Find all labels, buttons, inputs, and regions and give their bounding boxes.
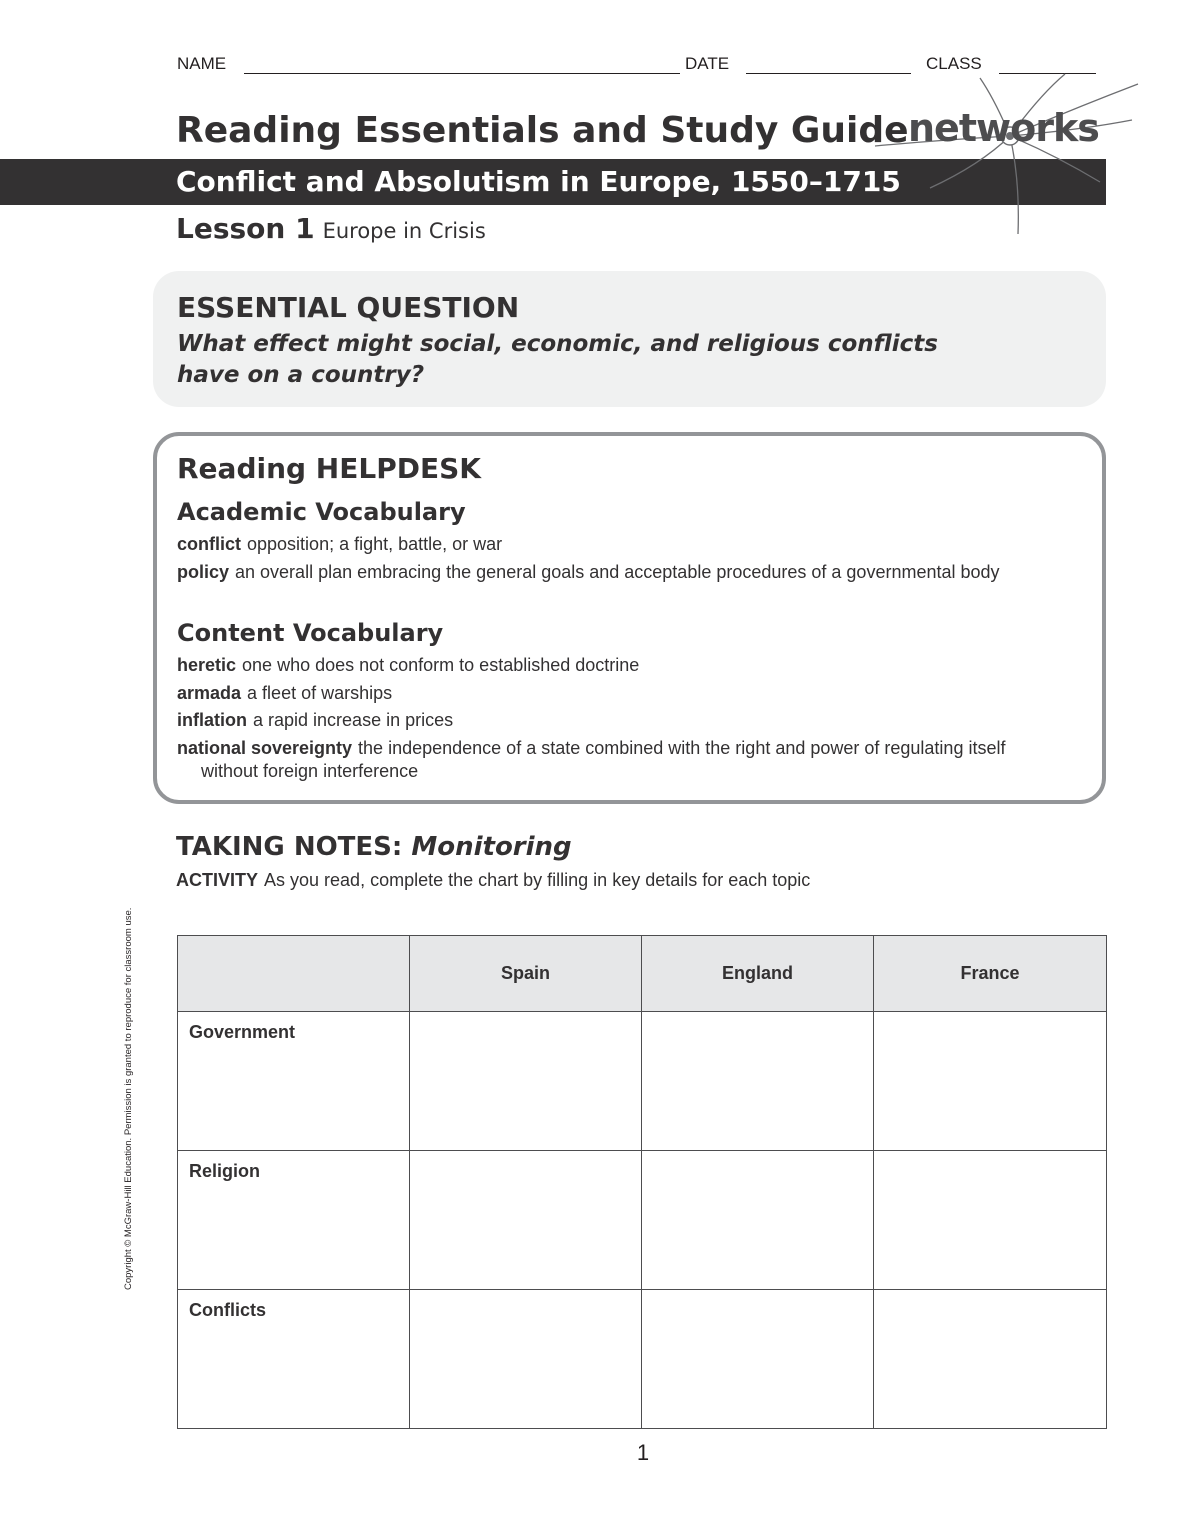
cell-government-france[interactable] [874,1012,1107,1151]
cell-conflicts-france[interactable] [874,1290,1107,1429]
vocab-term-inflation [177,709,1037,732]
cell-religion-spain[interactable] [410,1151,642,1290]
chart-row-government [178,1012,1107,1151]
row-label-conflicts: Conflicts [178,1290,410,1429]
taking-notes-heading [176,832,572,862]
term-definition: the independence of a state combined with the right and power of regulating itself without foreign interference [201,738,1006,781]
academic-vocabulary-heading: Academic Vocabulary [177,498,466,526]
row-label-religion: Religion [178,1151,410,1290]
term-definition: an overall plan embracing the general goals and acceptable procedures of a governmental body [235,562,1000,582]
column-header-france: France [874,936,1107,1012]
term-word: conflict [177,534,242,554]
column-header-spain: Spain [410,936,642,1012]
page-title: Reading Essentials and Study Guide [176,110,909,151]
column-header-england: England [642,936,874,1012]
chart-header-row [178,936,1107,1012]
taking-notes-label: TAKING NOTES: [176,832,403,862]
term-definition: opposition; a fight, battle, or war [247,534,503,554]
cell-government-spain[interactable] [410,1012,642,1151]
chapter-title: Conflict and Absolutism in Europe, 1550–1715 [176,165,901,198]
name-field[interactable] [244,73,680,74]
cell-government-england[interactable] [642,1012,874,1151]
date-label: DATE [685,54,730,73]
helpdesk-title: Reading HELPDESK [177,452,481,485]
lesson-number: Lesson 1 [176,212,315,245]
name-label: NAME [177,54,227,73]
activity-label: ACTIVITY [176,870,259,890]
taking-notes-skill: Monitoring [411,832,572,862]
row-label-government: Government [178,1012,410,1151]
vocab-term-national-sovereignty [177,737,1037,783]
network-burst-icon [870,70,1150,240]
vocab-term-heretic [177,654,1037,677]
networks-logo [870,70,1150,240]
notes-chart [177,935,1107,1429]
chart-row-religion [178,1151,1107,1290]
essential-question-box [153,271,1106,407]
term-definition: a fleet of warships [247,683,393,703]
term-word: inflation [177,710,247,730]
copyright-notice: Copyright © McGraw-Hill Education. Permission is granted to reproduce for classroom use. [123,907,134,1290]
term-word: national sovereignty [177,738,353,758]
essential-question-heading: ESSENTIAL QUESTION [177,291,520,324]
vocab-term-policy [177,561,1037,584]
activity-text: As you read, complete the chart by filling in key details for each topic [264,870,811,890]
cell-religion-france[interactable] [874,1151,1107,1290]
vocab-term-armada [177,682,1037,705]
term-definition: a rapid increase in prices [253,710,454,730]
cell-conflicts-spain[interactable] [410,1290,642,1429]
reading-helpdesk-box [153,432,1106,804]
essential-question-text: What effect might social, economic, and religious conflicts have on a country? [177,331,938,388]
page-number: 1 [636,1440,650,1465]
term-word: heretic [177,655,237,675]
term-word: armada [177,683,242,703]
chart-row-conflicts [178,1290,1107,1429]
lesson-heading [176,212,486,245]
term-word: policy [177,562,230,582]
content-vocabulary-heading: Content Vocabulary [177,619,444,647]
class-label: CLASS [926,54,982,73]
lesson-title: Europe in Crisis [322,219,486,243]
cell-conflicts-england[interactable] [642,1290,874,1429]
cell-religion-england[interactable] [642,1151,874,1290]
term-definition: one who does not conform to established doctrine [242,655,640,675]
chart-corner-cell [178,936,410,1012]
logo-text: networks [908,106,1099,150]
activity-instructions [176,870,810,891]
vocab-term-conflict [177,533,1037,556]
